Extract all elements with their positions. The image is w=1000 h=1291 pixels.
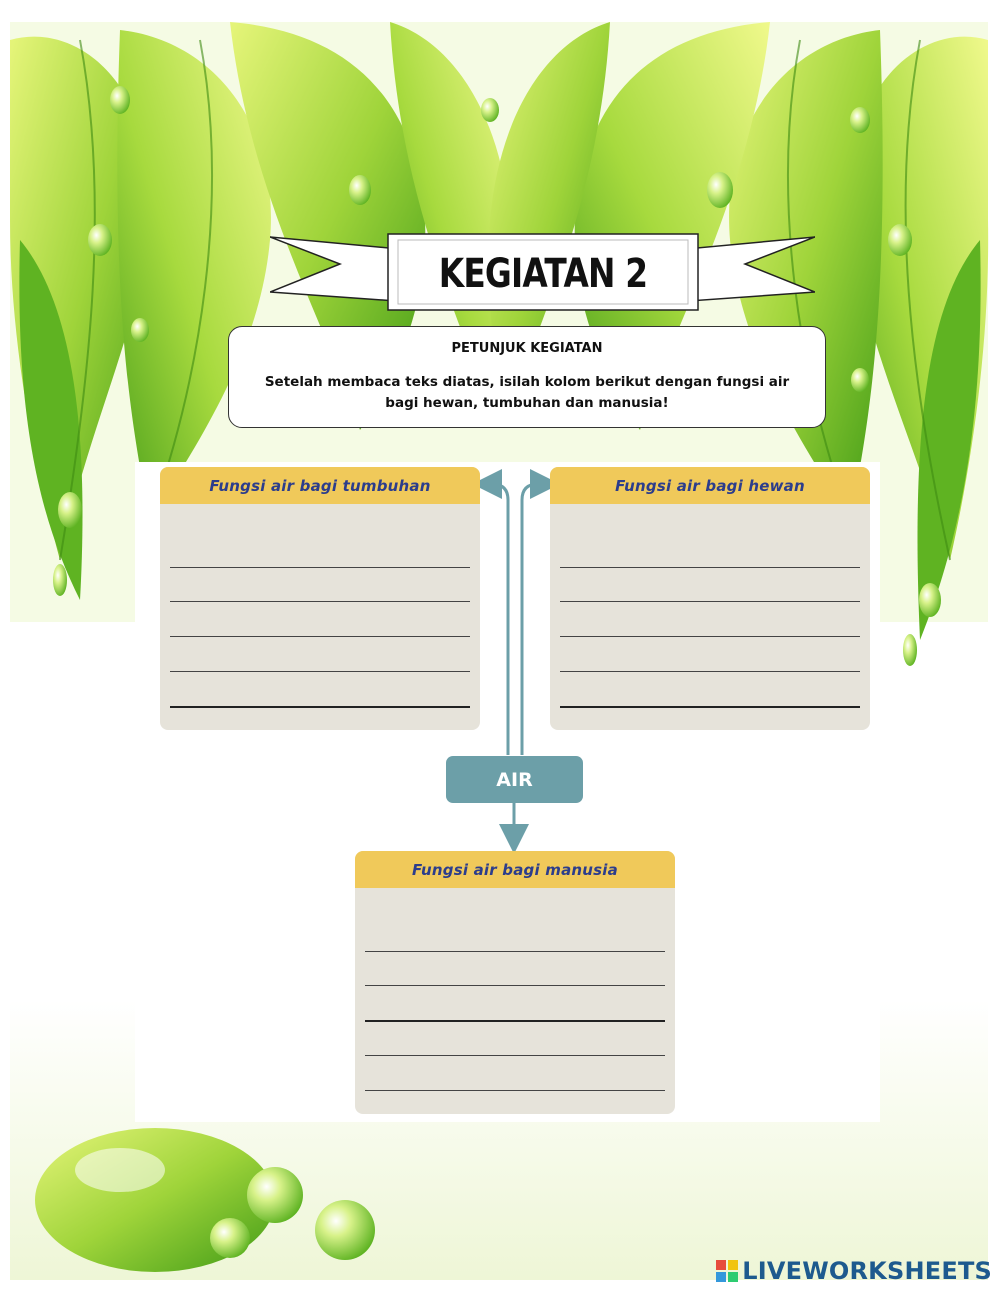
answer-line[interactable] bbox=[365, 985, 665, 986]
answer-line[interactable] bbox=[560, 671, 860, 672]
card-animals-header: Fungsi air bagi hewan bbox=[550, 467, 870, 504]
answer-line[interactable] bbox=[170, 706, 470, 708]
liveworksheets-logo-icon bbox=[716, 1260, 738, 1282]
card-humans bbox=[355, 851, 675, 1114]
liveworksheets-logo bbox=[716, 1257, 992, 1285]
instructions-box bbox=[228, 326, 826, 428]
answer-line[interactable] bbox=[560, 567, 860, 568]
card-plants-header: Fungsi air bagi tumbuhan bbox=[160, 467, 480, 504]
card-plants bbox=[160, 467, 480, 730]
card-animals bbox=[550, 467, 870, 730]
answer-line[interactable] bbox=[560, 636, 860, 637]
answer-line[interactable] bbox=[560, 706, 860, 708]
card-humans-header: Fungsi air bagi manusia bbox=[355, 851, 675, 888]
answer-line[interactable] bbox=[170, 671, 470, 672]
answer-line[interactable] bbox=[365, 951, 665, 952]
instructions-title: PETUNJUK KEGIATAN bbox=[451, 341, 603, 356]
answer-line[interactable] bbox=[365, 1020, 665, 1022]
answer-line[interactable] bbox=[365, 1055, 665, 1056]
answer-line[interactable] bbox=[170, 601, 470, 602]
instructions-text: Setelah membaca teks diatas, isilah kolom berikut dengan fungsi air bagi hewan, tumbuhan dan manusia! bbox=[264, 374, 790, 411]
answer-line[interactable] bbox=[365, 1090, 665, 1091]
answer-line[interactable] bbox=[560, 601, 860, 602]
answer-line[interactable] bbox=[170, 567, 470, 568]
answer-line[interactable] bbox=[170, 636, 470, 637]
air-center-node: AIR bbox=[446, 756, 583, 803]
brand-text: LIVEWORKSHEETS bbox=[742, 1257, 992, 1285]
activity-title: KEGIATAN 2 bbox=[438, 251, 648, 297]
